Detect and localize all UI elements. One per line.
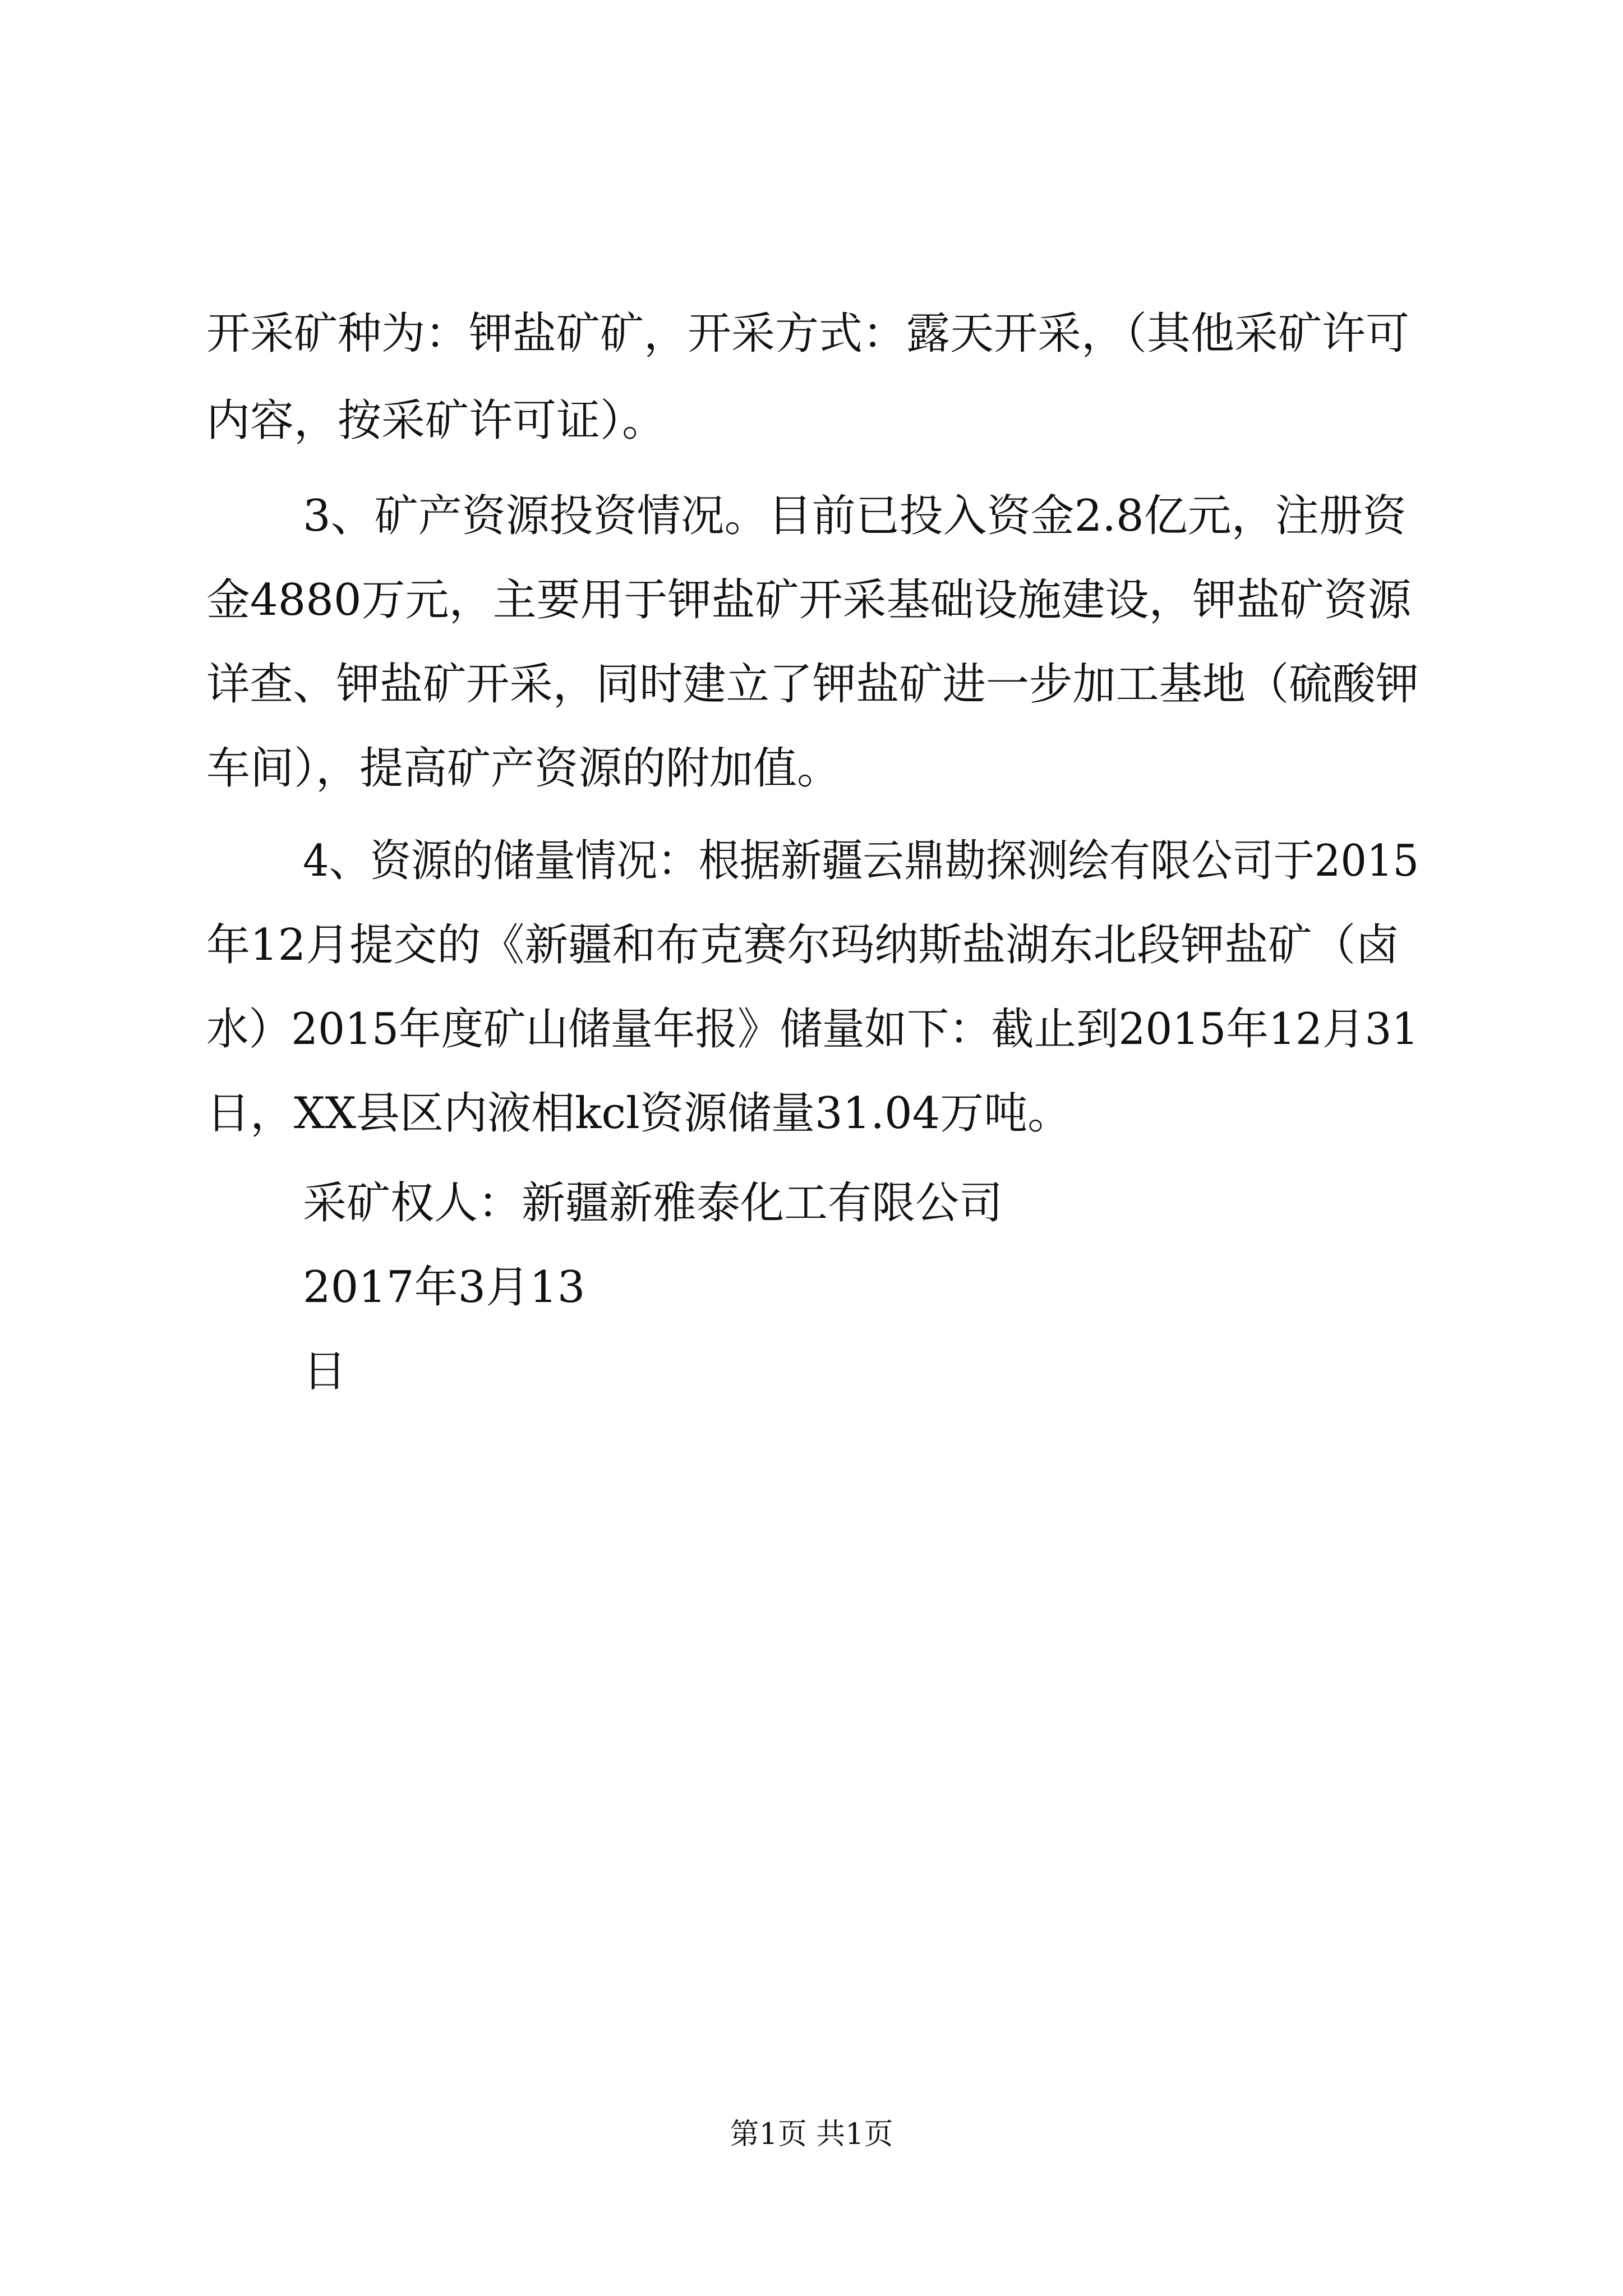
text-line: 3、矿产资源投资情况。目前已投入资金2.8亿元，注册资: [303, 491, 1407, 541]
paragraph-3-line-4: [0, 729, 1623, 808]
date-day-line: [0, 1332, 1623, 1411]
text-line: 详查、钾盐矿开采，同时建立了钾盐矿进一步加工基地（硫酸钾: [206, 659, 1419, 710]
signatory-line: [0, 1164, 1623, 1243]
date-line: [0, 1248, 1623, 1327]
paragraph-3-line-1: [0, 477, 1623, 555]
text-line: 采矿权人：新疆新雅泰化工有限公司: [303, 1178, 1003, 1228]
text-line: 车间），提高矿产资源的附加值。: [206, 743, 841, 794]
paragraph-4-line-2: [0, 906, 1623, 984]
text-line: 2017年3月13: [303, 1262, 585, 1313]
text-line: 年12月提交的《新疆和布克赛尔玛纳斯盐湖东北段钾盐矿（卤: [206, 920, 1400, 970]
text-line: 水）2015年度矿山储量年报》储量如下：截止到2015年12月31: [206, 1004, 1419, 1055]
text-line: 开采矿种为：钾盐矿矿，开采方式：露天开采，（其他采矿许可: [206, 309, 1410, 359]
paragraph-2-line-1: [0, 295, 1623, 373]
paragraph-4-line-4: [0, 1074, 1623, 1153]
page-footer: 第1页 共1页: [730, 2118, 893, 2151]
paragraph-3-line-3: [0, 645, 1623, 724]
text-line: 金4880万元，主要用于钾盐矿开采基础设施建设，钾盐矿资源: [206, 575, 1412, 625]
paragraph-4-line-1: [0, 822, 1623, 900]
text-line: 日: [303, 1346, 347, 1397]
text-line: 4、资源的储量情况：根据新疆云鼎勘探测绘有限公司于2015: [303, 836, 1419, 886]
paragraph-3-line-2: [0, 561, 1623, 639]
text-line: 日，XX县区内液相kcl资源储量31.04万吨。: [206, 1088, 1072, 1139]
paragraph-2-line-2: [0, 381, 1623, 460]
text-line: 内容，按采矿许可证）。: [206, 395, 666, 446]
paragraph-4-line-3: [0, 990, 1623, 1069]
